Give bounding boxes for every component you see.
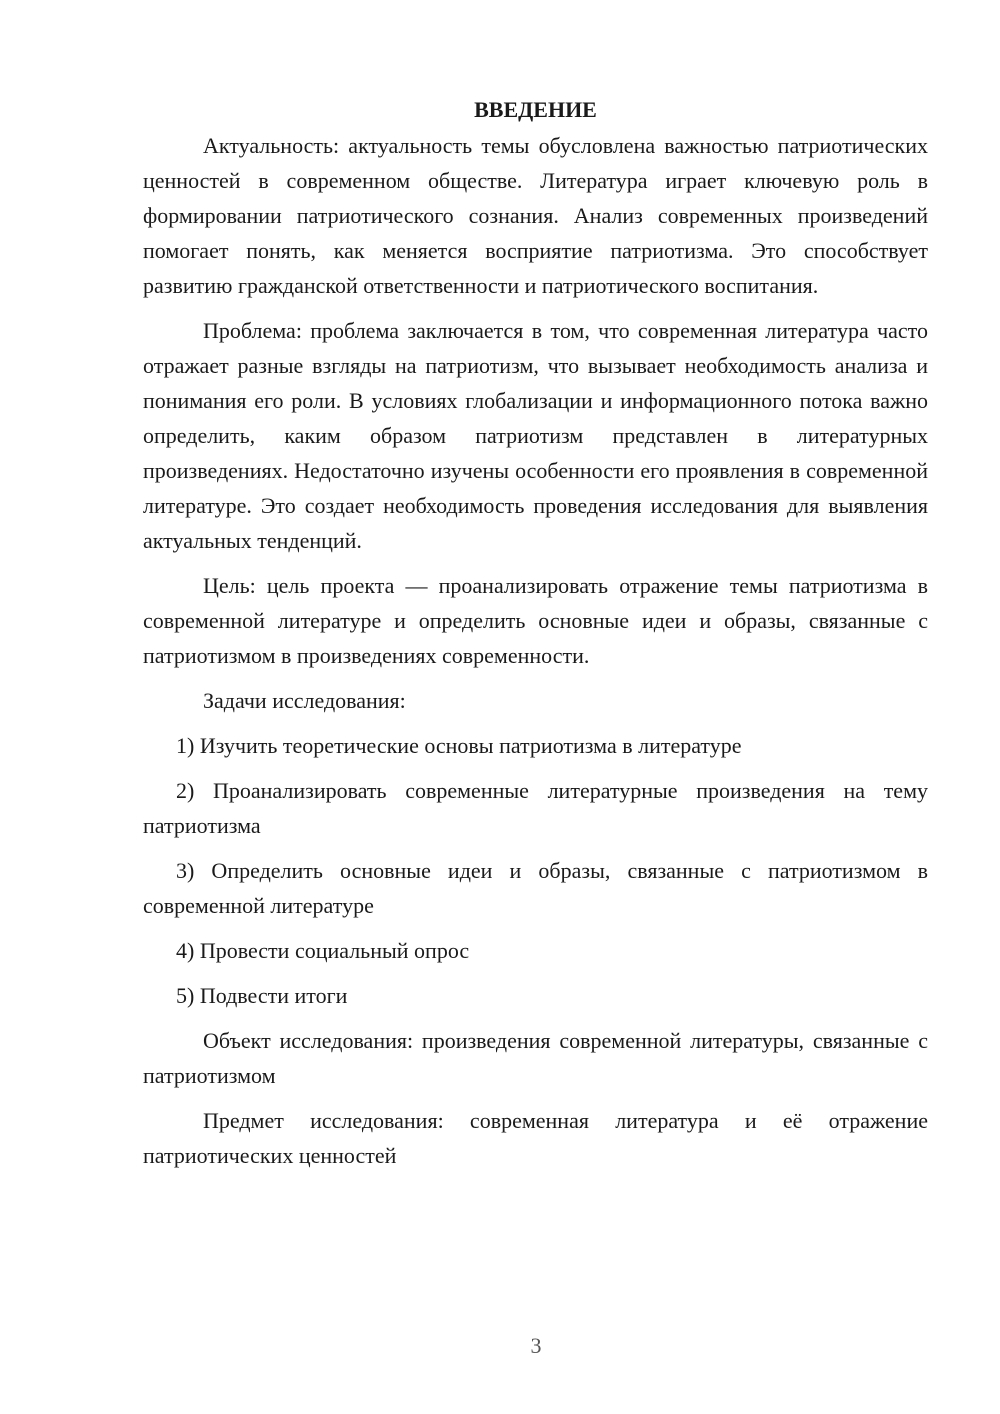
page-number: 3	[530, 1333, 542, 1358]
page-content	[143, 92, 928, 1183]
task-item: 3) Определить основные идеи и образы, связанные с патриотизмом в современной литературе	[143, 858, 928, 918]
task-item: 1) Изучить теоретические основы патриотизма в литературе	[176, 733, 742, 758]
goal-paragraph: Цель: цель проекта — проанализировать отражение темы патриотизма в современной литературе и определить основные идеи и образы, связанные с патриотизмом в произведениях современности.	[143, 573, 928, 668]
task-item: 4) Провести социальный опрос	[176, 938, 470, 963]
problem-paragraph: Проблема: проблема заключается в том, что современная литература часто отражает разные взгляды на патриотизм, что вызывает необходимость анализа и понимания его роли. В условиях глобализации и информационного потока важно определить, каким образом патриотизм представлен в литературных произведениях. Недостаточно изучены особенности его проявления в современной литературе. Это создает необходимость проведения исследования для выявления актуальных тенденций.	[143, 318, 928, 553]
object-paragraph: Объект исследования: произведения современной литературы, связанные с патриотизмом	[143, 1028, 928, 1088]
subject-paragraph: Предмет исследования: современная литература и её отражение патриотических ценностей	[143, 1108, 928, 1168]
page-title: ВВЕДЕНИЕ	[474, 97, 597, 122]
relevance-paragraph: Актуальность: актуальность темы обусловлена важностью патриотических ценностей в современном обществе. Литература играет ключевую роль в формировании патриотического сознания. Анализ современных произведений помогает понять, как меняется восприятие патриотизма. Это способствует развитию гражданской ответственности и патриотического воспитания.	[143, 133, 928, 298]
task-item: 5) Подвести итоги	[176, 983, 348, 1008]
tasks-heading: Задачи исследования:	[203, 688, 406, 713]
task-item: 2) Проанализировать современные литературные произведения на тему патриотизма	[143, 778, 928, 838]
